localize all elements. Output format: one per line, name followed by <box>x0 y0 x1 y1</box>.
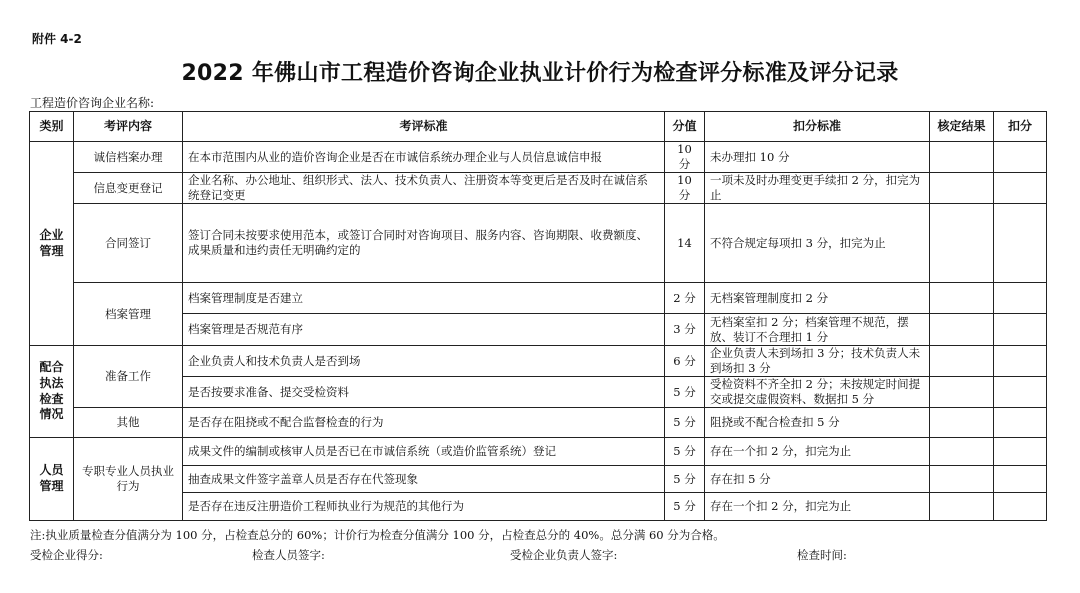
footnote: 注:执业质量检查分值满分为 100 分，占检查总分的 60%；计价行为检查分值满分 100 分，占检查总分的 40%。总分满 60 分为合格。 <box>30 528 725 542</box>
criteria-cell: 是否存在阻挠或不配合监督检查的行为 <box>183 408 665 438</box>
header-deduction-rule: 扣分标准 <box>705 112 930 142</box>
attachment-label: 附件 4-2 <box>32 32 82 46</box>
page-title: 2022 年佛山市工程造价咨询企业执业计价行为检查评分标准及评分记录 <box>181 61 899 86</box>
category-cell: 企业管理 <box>30 142 74 346</box>
category-cell: 人员管理 <box>30 438 74 521</box>
category-cell: 配合执法检查情况 <box>30 346 74 438</box>
item-cell: 准备工作 <box>74 346 183 408</box>
result-cell[interactable] <box>930 377 994 408</box>
inspector-signature-label: 检查人员签字: <box>252 548 325 562</box>
score-cell: 10 分 <box>665 173 705 204</box>
item-cell: 专职专业人员执业行为 <box>74 438 183 521</box>
deduction-rule-cell: 存在一个扣 2 分，扣完为止 <box>705 438 930 466</box>
result-cell[interactable] <box>930 283 994 314</box>
result-cell[interactable] <box>930 314 994 346</box>
table-row <box>30 438 1047 466</box>
enterprise-head-signature-label: 受检企业负责人签字: <box>510 548 618 562</box>
criteria-cell: 档案管理制度是否建立 <box>183 283 665 314</box>
header-result: 核定结果 <box>930 112 994 142</box>
score-cell: 5 分 <box>665 438 705 466</box>
table-row <box>30 173 1047 204</box>
deduction-cell[interactable] <box>994 346 1047 377</box>
item-cell: 合同签订 <box>74 204 183 283</box>
result-cell[interactable] <box>930 173 994 204</box>
criteria-cell: 是否存在违反注册造价工程师执业行为规范的其他行为 <box>183 493 665 521</box>
criteria-cell: 签订合同未按要求使用范本，或签订合同时对咨询项目、服务内容、咨询期限、收费额度、成果质量和违约责任无明确约定的 <box>183 204 665 283</box>
table-row <box>30 493 1047 521</box>
result-cell[interactable] <box>930 204 994 283</box>
header-item: 考评内容 <box>74 112 183 142</box>
score-cell: 5 分 <box>665 466 705 493</box>
deduction-rule-cell: 无档案管理制度扣 2 分 <box>705 283 930 314</box>
deduction-cell[interactable] <box>994 408 1047 438</box>
deduction-cell[interactable] <box>994 314 1047 346</box>
table-row <box>30 466 1047 493</box>
result-cell[interactable] <box>930 493 994 521</box>
table-row <box>30 142 1047 173</box>
table-row <box>30 204 1047 283</box>
header-score: 分值 <box>665 112 705 142</box>
deduction-rule-cell: 无档案室扣 2 分；档案管理不规范，摆放、装订不合理扣 1 分 <box>705 314 930 346</box>
deduction-cell[interactable] <box>994 466 1047 493</box>
table-row <box>30 283 1047 314</box>
result-cell[interactable] <box>930 408 994 438</box>
score-cell: 10 分 <box>665 142 705 173</box>
table-header-row <box>30 112 1047 142</box>
result-cell[interactable] <box>930 438 994 466</box>
header-criteria: 考评标准 <box>183 112 665 142</box>
score-cell: 3 分 <box>665 314 705 346</box>
deduction-rule-cell: 不符合规定每项扣 3 分，扣完为止 <box>705 204 930 283</box>
inspection-time-label: 检查时间: <box>797 548 847 562</box>
item-cell: 诚信档案办理 <box>74 142 183 173</box>
deduction-cell[interactable] <box>994 438 1047 466</box>
criteria-cell: 在本市范围内从业的造价咨询企业是否在市诚信系统办理企业与人员信息诚信申报 <box>183 142 665 173</box>
header-category: 类别 <box>30 112 74 142</box>
criteria-cell: 档案管理是否规范有序 <box>183 314 665 346</box>
deduction-rule-cell: 未办理扣 10 分 <box>705 142 930 173</box>
deduction-rule-cell: 存在扣 5 分 <box>705 466 930 493</box>
table-row <box>30 346 1047 377</box>
criteria-cell: 企业名称、办公地址、组织形式、法人、技术负责人、注册资本等变更后是否及时在诚信系统登记变更 <box>183 173 665 204</box>
deduction-rule-cell: 一项未及时办理变更手续扣 2 分，扣完为止 <box>705 173 930 204</box>
deduction-cell[interactable] <box>994 377 1047 408</box>
deduction-cell[interactable] <box>994 493 1047 521</box>
score-cell: 5 分 <box>665 408 705 438</box>
score-cell: 5 分 <box>665 493 705 521</box>
deduction-cell[interactable] <box>994 204 1047 283</box>
deduction-rule-cell: 存在一个扣 2 分，扣完为止 <box>705 493 930 521</box>
table-row <box>30 314 1047 346</box>
result-cell[interactable] <box>930 466 994 493</box>
deduction-rule-cell: 企业负责人未到场扣 3 分；技术负责人未到场扣 3 分 <box>705 346 930 377</box>
deduction-rule-cell: 阻挠或不配合检查扣 5 分 <box>705 408 930 438</box>
deduction-cell[interactable] <box>994 283 1047 314</box>
criteria-cell: 企业负责人和技术负责人是否到场 <box>183 346 665 377</box>
deduction-cell[interactable] <box>994 173 1047 204</box>
company-name-label: 工程造价咨询企业名称: <box>30 96 155 110</box>
item-cell: 信息变更登记 <box>74 173 183 204</box>
result-cell[interactable] <box>930 346 994 377</box>
table-row <box>30 377 1047 408</box>
enterprise-score-label: 受检企业得分: <box>30 548 103 562</box>
item-cell: 档案管理 <box>74 283 183 346</box>
score-cell: 2 分 <box>665 283 705 314</box>
item-cell: 其他 <box>74 408 183 438</box>
deduction-cell[interactable] <box>994 142 1047 173</box>
score-cell: 5 分 <box>665 377 705 408</box>
criteria-cell: 成果文件的编制或核审人员是否已在市诚信系统（或造价监管系统）登记 <box>183 438 665 466</box>
score-cell: 14 <box>665 204 705 283</box>
criteria-cell: 抽查成果文件签字盖章人员是否存在代签现象 <box>183 466 665 493</box>
header-deduction: 扣分 <box>994 112 1047 142</box>
criteria-cell: 是否按要求准备、提交受检资料 <box>183 377 665 408</box>
scoring-table <box>29 111 1047 521</box>
result-cell[interactable] <box>930 142 994 173</box>
score-cell: 6 分 <box>665 346 705 377</box>
deduction-rule-cell: 受检资料不齐全扣 2 分；未按规定时间提交或提交虚假资料、数据扣 5 分 <box>705 377 930 408</box>
table-row <box>30 408 1047 438</box>
